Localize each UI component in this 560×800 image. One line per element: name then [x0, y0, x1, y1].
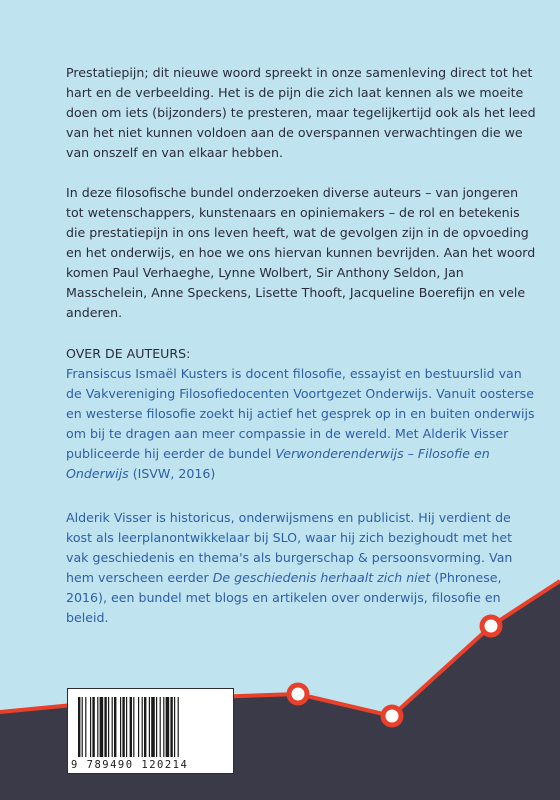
- barcode-bar: [82, 697, 83, 757]
- barcode-bar: [90, 697, 91, 757]
- barcode-bar: [160, 697, 161, 757]
- barcode-bar: [144, 697, 146, 757]
- blurb-paragraph-2: In deze filosofische bundel onderzoeken diverse auteurs – van jongeren tot wetenschappers, kunstenaars en opiniemakers – de rol en betekenis die prestatiepijn in ons leven heeft, wat de gevolgen zijn in de opvoeding en het onderwijs, en hoe we ons hiervan kunnen bevrijden. Aan het woord komen Paul Verhaeghe, Lynne Wolbert, Sir Anthony Seldon, Jan Masschelein, Anne Speckens, Lisette Thooft, Jacqueline Boerefijn en vele anderen.: [66, 185, 536, 320]
- barcode-bar: [85, 697, 86, 757]
- barcode-bar: [97, 697, 98, 757]
- graph-point-3: [482, 617, 500, 635]
- graph-point-1: [289, 685, 307, 703]
- barcode-bar: [114, 697, 116, 757]
- barcode-bar: [138, 697, 139, 757]
- barcode-isbn: 9 789490 120214: [71, 759, 189, 771]
- barcode-bar: [100, 697, 104, 757]
- author-bio-visser-text: Alderik Visser is historicus, onderwijsmens en publicist. Hij verdient de kost als leerplanontwikkelaar bij SLO, waar hij zich bezighoudt met het vak geschiedenis en thema's als burgerschap & persoonsvorming. Van hem verscheen eerder: [66, 510, 513, 585]
- barcode-bar: [120, 697, 121, 757]
- barcode-bar: [174, 697, 175, 757]
- barcode-bar: [156, 697, 157, 757]
- barcode-bar: [166, 697, 170, 757]
- barcode-bar: [92, 697, 94, 757]
- barcode-bar: [108, 697, 109, 757]
- barcode-bar: [170, 697, 172, 757]
- barcode-bar: [178, 697, 179, 757]
- barcode-bar: [142, 697, 143, 757]
- barcode-bar: [149, 697, 150, 757]
- author-bio-visser-tail: (Phronese, 2016), een bundel met blogs en artikelen over onderwijs, filosofie en beleid.: [66, 570, 502, 625]
- barcode-bar: [78, 697, 80, 757]
- barcode: [67, 688, 234, 774]
- author-bio-kusters-book: Verwonderenderwijs – Filosofie en Onderwijs: [66, 446, 490, 481]
- author-bio-visser-book: De geschiedenis herhaalt zich niet: [212, 570, 431, 585]
- barcode-bar: [130, 697, 132, 757]
- barcode-bars: [78, 697, 225, 757]
- barcode-bar: [126, 697, 127, 757]
- barcode-bar: [104, 697, 106, 757]
- authors-heading: OVER DE AUTEURS:: [66, 346, 191, 361]
- graph-point-2: [383, 707, 401, 725]
- barcode-bar: [122, 697, 124, 757]
- barcode-bar: [163, 697, 164, 757]
- barcode-bar: [133, 697, 134, 757]
- blurb-paragraph-1: Prestatiepijn; dit nieuwe woord spreekt in onze samenleving direct tot het hart en de verbeelding. Het is de pijn die zich laat kennen als we moeite doen om iets (bijzonders) te presteren, maar tegelijkertijd ook als het leed van het niet kunnen voldoen aan de overspannen verwachtingen die we van onszelf en van elkaar hebben.: [66, 65, 536, 160]
- author-bio-kusters-text: Fransiscus Ismaël Kusters is docent filosofie, essayist en bestuurslid van de Vakvereniging Filosofiedocenten Voortgezet Onderwijs. Vanuit oosterse en westerse filosofie zoekt hij actief het gesprek op in en buiten onderwijs om bij te dragen aan meer compassie in de wereld. Met Alderik Visser publiceerde hij eerder de bundel: [66, 366, 535, 461]
- author-bio-kusters-tail: (ISVW, 2016): [128, 466, 216, 481]
- barcode-bar: [151, 697, 155, 757]
- barcode-bar: [112, 697, 113, 757]
